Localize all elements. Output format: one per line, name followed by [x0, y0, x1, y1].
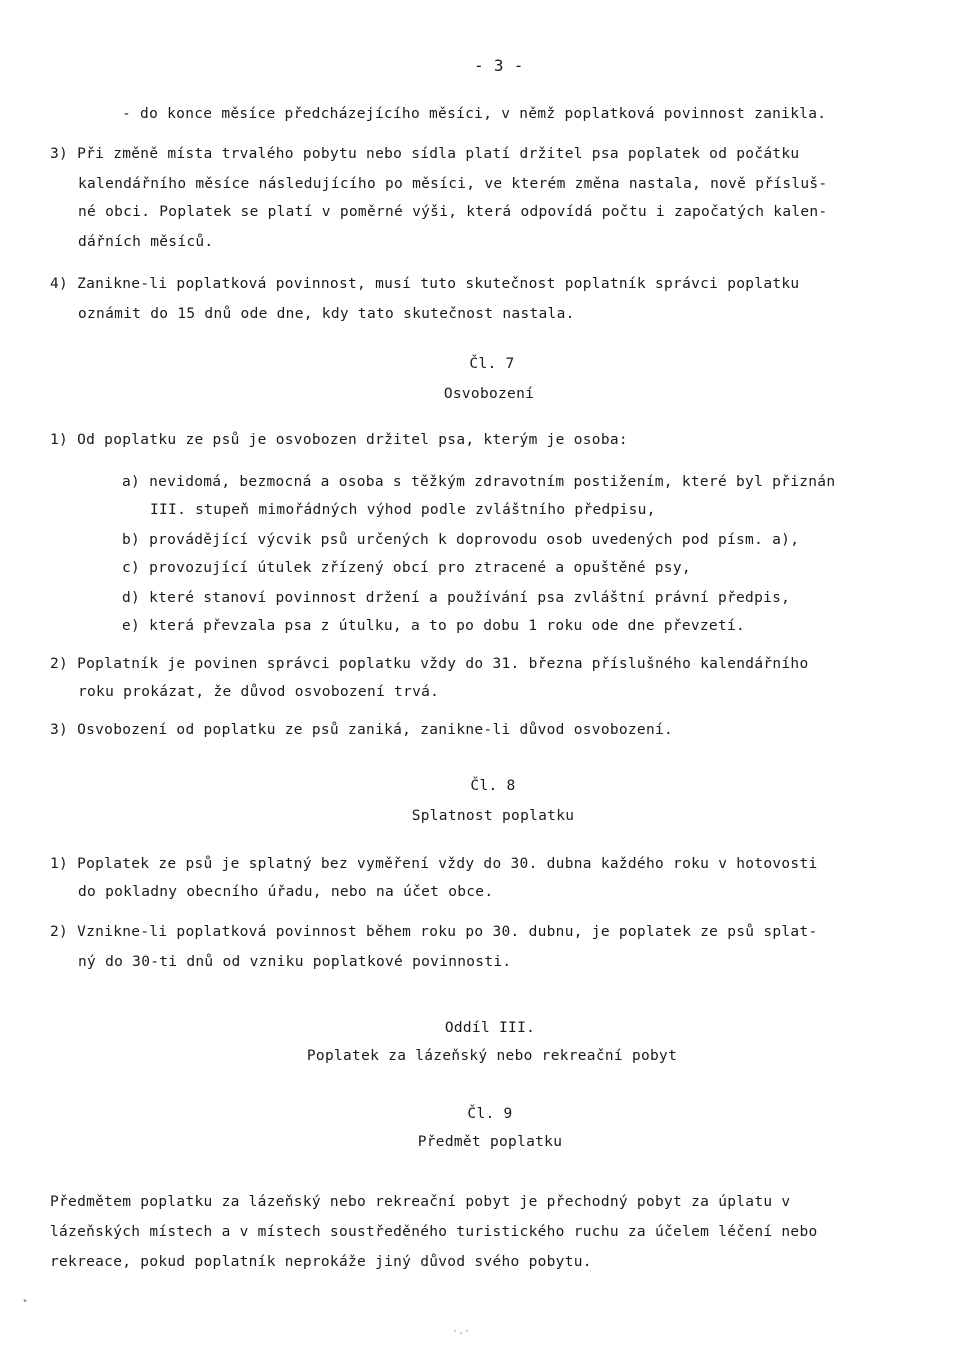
article-7-item-b: b) provádějící výcvik psů určených k doprovodu osob uvedených pod písm. a),: [122, 532, 800, 548]
article-8-title: Splatnost poplatku: [411, 808, 575, 824]
article-7-item-a-line-1: a) nevidomá, bezmocná a osoba s těžkým zdravotním postižením, které byl přiznán: [122, 474, 836, 490]
article-8-para-1-line-1: 1) Poplatek ze psů je splatný bez vyměření vždy do 30. dubna každého roku v hotovosti: [50, 856, 818, 872]
article-7-para-1: 1) Od poplatku ze psů je osvobozen držitel psa, kterým je osoba:: [50, 432, 628, 448]
paragraph-3-line-3: né obci. Poplatek se platí v poměrné výši, která odpovídá počtu i započatých kalen-: [78, 204, 828, 220]
article-8-para-2-line-1: 2) Vznikne-li poplatková povinnost během roku po 30. dubnu, je poplatek ze psů splat-: [50, 924, 818, 940]
article-7-para-3: 3) Osvobození od poplatku ze psů zaniká, zanikne-li důvod osvobození.: [50, 722, 674, 738]
scan-speck: •: [22, 1296, 29, 1307]
article-9-heading: Čl. 9: [467, 1106, 513, 1122]
article-7-item-c: c) provozující útulek zřízený obcí pro ztracené a opuštěné psy,: [122, 560, 691, 576]
article-7-heading: Čl. 7: [469, 356, 515, 372]
article-7-item-d: d) které stanoví povinnost držení a používání psa zvláštní právní předpis,: [122, 590, 791, 606]
article-8-heading: Čl. 8: [470, 778, 516, 794]
article-7-title: Osvobození: [443, 386, 535, 402]
paragraph-3-line-1: 3) Při změně místa trvalého pobytu nebo sídla platí držitel psa poplatek od počátku: [50, 146, 800, 162]
article-7-item-a-line-2: III. stupeň mimořádných výhod podle zvláštního předpisu,: [150, 502, 656, 518]
article-7-para-2-line-1: 2) Poplatník je povinen správci poplatku vždy do 31. března příslušného kalendářního: [50, 656, 809, 672]
paragraph-4-line-1: 4) Zanikne-li poplatková povinnost, musí tuto skutečnost poplatník správci poplatku: [50, 276, 800, 292]
article-7-item-e: e) která převzala psa z útulku, a to po dobu 1 roku ode dne převzetí.: [122, 618, 746, 634]
paragraph-3-line-2: kalendářního měsíce následujícího po měsíci, ve kterém změna nastala, nově přísluš-: [78, 176, 828, 192]
page-number: - 3 -: [474, 56, 524, 75]
paragraph-3-line-4: dářních měsíců.: [78, 234, 214, 250]
article-9-line-3: rekreace, pokud poplatník neprokáže jiný důvod svého pobytu.: [50, 1254, 592, 1270]
paragraph-4-line-2: oznámit do 15 dnů ode dne, kdy tato skutečnost nastala.: [78, 306, 575, 322]
scan-speck: ·.·: [452, 1326, 471, 1337]
continuation-line: - do konce měsíce předcházejícího měsíci, v němž poplatková povinnost zanikla.: [122, 106, 827, 122]
article-8-para-1-line-2: do pokladny obecního úřadu, nebo na účet obce.: [78, 884, 494, 900]
section-3-heading: Oddíl III.: [444, 1020, 536, 1036]
section-3-title: Poplatek za lázeňský nebo rekreační pobyt: [306, 1048, 678, 1064]
article-8-para-2-line-2: ný do 30-ti dnů od vzniku poplatkové povinnosti.: [78, 954, 512, 970]
article-9-line-1: Předmětem poplatku za lázeňský nebo rekreační pobyt je přechodný pobyt za úplatu v: [50, 1194, 791, 1210]
article-9-line-2: lázeňských místech a v místech soustředěného turistického ruchu za účelem léčení nebo: [50, 1224, 818, 1240]
article-9-title: Předmět poplatku: [417, 1134, 563, 1150]
article-7-para-2-line-2: roku prokázat, že důvod osvobození trvá.: [78, 684, 440, 700]
